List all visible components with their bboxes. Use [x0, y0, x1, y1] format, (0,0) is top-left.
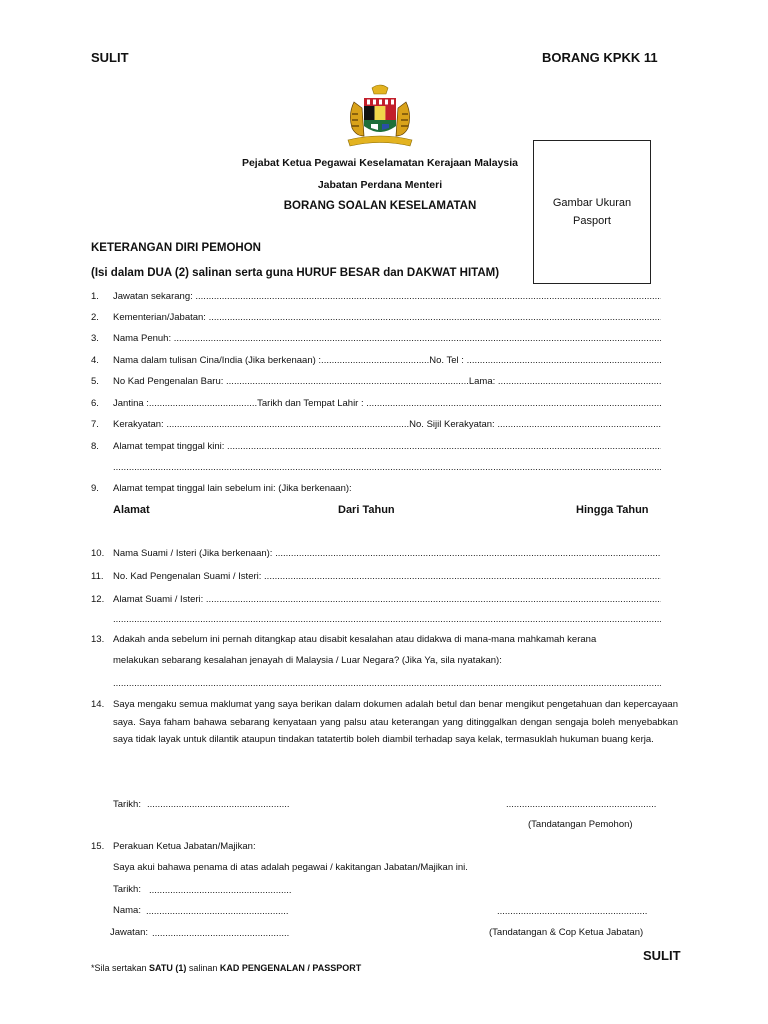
footer-sulit: SULIT [643, 948, 681, 963]
section-title: KETERANGAN DIRI PEMOHON [91, 242, 261, 254]
item-number: 6. [91, 398, 99, 409]
item-number: 3. [91, 333, 99, 344]
field-kad-pengenalan[interactable] [91, 374, 661, 390]
item-label: Kerakyatan: ............................................................................................No. Sijil Kerakyatan: ..... [113, 417, 661, 433]
col-hingga-tahun: Hingga Tahun [576, 504, 649, 516]
footer-note [91, 963, 361, 973]
criminal-question-line1: Adakah anda sebelum ini pernah ditangkap atau disabit kesalahan atau didakwa di mana-mana mahkamah kerana [113, 634, 597, 645]
employer-signature-caption: (Tandatangan & Cop Ketua Jabatan) [489, 927, 644, 938]
item-label: Jawatan sekarang: ..... [113, 289, 661, 305]
employer-statement: Saya akui bahawa penama di atas adalah pegawai / kakitangan Jabatan/Majikan ini. [113, 862, 468, 873]
footer-note-mid: salinan [186, 963, 220, 973]
department-title: Jabatan Perdana Menteri [317, 179, 443, 191]
employer-date-label: Tarikh: [113, 884, 141, 895]
section-instruction: (Isi dalam DUA (2) salinan serta guna HURUF BESAR dan DAKWAT HITAM) [91, 267, 500, 279]
field-jantina[interactable] [91, 396, 661, 412]
item-number: 11. [91, 571, 104, 582]
field-alamat-suami-isteri[interactable] [91, 592, 661, 608]
employer-position-line[interactable] [152, 927, 290, 941]
employer-date-line[interactable] [149, 884, 291, 898]
item-label: Alamat tempat tinggal kini: ..... [113, 439, 661, 455]
footer-note-pre: *Sila sertakan [91, 963, 150, 973]
field-alamat-kini[interactable] [91, 439, 661, 455]
footer-note-count: SATU (1) [149, 963, 187, 973]
field-kerakyatan[interactable] [91, 417, 661, 433]
photo-box-line1: Gambar Ukuran [552, 197, 632, 209]
col-dari-tahun: Dari Tahun [338, 504, 395, 516]
item-label: No. Kad Pengenalan Suami / Isteri: ..... [113, 569, 661, 585]
item-number: 15. [91, 841, 105, 852]
item-number: 12. [91, 594, 105, 605]
address-continuation-line[interactable] [113, 461, 661, 475]
form-code: BORANG KPKK 11 [542, 50, 658, 65]
photo-box-line2: Pasport [573, 215, 611, 227]
employer-name-line[interactable] [146, 905, 288, 919]
criminal-question-line2: melakukan sebarang kesalahan jenayah di Malaysia / Luar Negara? (Jika Ya, sila nyatakan): [113, 655, 502, 666]
previous-address-label: Alamat tempat tinggal lain sebelum ini: (Jika berkenaan): [113, 483, 352, 494]
coat-of-arms-emblem [338, 84, 422, 148]
item-number: 8. [91, 441, 99, 452]
item-number: 4. [91, 355, 99, 366]
col-alamat: Alamat [113, 504, 150, 516]
employer-name-label: Nama: [113, 905, 141, 916]
spouse-address-continuation-line[interactable] [113, 613, 661, 627]
item-label: No Kad Pengenalan Baru: ............................................................................................Lama: ..... [113, 374, 661, 390]
item-number: 10. [91, 548, 105, 559]
form-title: BORANG SOALAN KESELAMATAN [283, 200, 477, 212]
item-label: Jantina :.........................................Tarikh dan Tempat Lahir : ..... [113, 396, 661, 412]
field-nama-suami-isteri[interactable] [91, 546, 661, 562]
item-label: Alamat Suami / Isteri: ..... [113, 592, 661, 608]
item-label: Nama dalam tulisan Cina/India (Jika berkenaan) :.........................................No. Tel : ..... [113, 353, 661, 369]
field-kementerian[interactable] [91, 310, 661, 326]
field-kp-suami-isteri[interactable] [91, 569, 661, 585]
declaration-paragraph: Saya mengaku semua maklumat yang saya berikan dalam dokumen adalah betul dan benar mengikut pengetahuan dan kepercayaan saya. Saya faham bahawa sebarang kenyataan yang palsu atau keterangan yang ditinggalkan dengan sengaja boleh menyebabkan saya tidak layak untuk dilantik ataupun tindakan tatatertib boleh diambil terhadap saya kelak, termasuklah hukuman buang kerja. [113, 699, 678, 745]
applicant-date-label: Tarikh: [113, 799, 141, 810]
field-jawatan[interactable] [91, 289, 661, 305]
applicant-signature-caption: (Tandatangan Pemohon) [528, 819, 633, 830]
item-number: 1. [91, 291, 99, 302]
item-number: 5. [91, 376, 99, 387]
item-label: Nama Suami / Isteri (Jika berkenaan): ..... [113, 546, 661, 562]
field-nama-penuh[interactable] [91, 331, 661, 347]
employer-signature-line[interactable] [497, 905, 647, 919]
item-number: 13. [91, 634, 105, 645]
applicant-signature-line[interactable] [506, 798, 656, 812]
item-number: 9. [91, 483, 99, 494]
passport-photo-box [533, 140, 651, 284]
field-nama-cina-india[interactable] [91, 353, 661, 369]
applicant-date-line[interactable] [147, 798, 289, 812]
item-label: Nama Penuh: ..... [113, 331, 661, 347]
item-number: 14. [91, 699, 105, 710]
employer-position-label: Jawatan: [110, 927, 149, 938]
item-label: Kementerian/Jabatan: ..... [113, 310, 661, 326]
item-number: 2. [91, 312, 99, 323]
item-number: 7. [91, 419, 99, 430]
criminal-answer-line[interactable] [113, 677, 661, 691]
footer-note-document: KAD PENGENALAN / PASSPORT [219, 963, 362, 973]
employer-certification-title: Perakuan Ketua Jabatan/Majikan: [113, 841, 256, 852]
office-title: Pejabat Ketua Pegawai Keselamatan Kerajaan Malaysia [241, 157, 519, 169]
header-sulit: SULIT [91, 50, 129, 65]
